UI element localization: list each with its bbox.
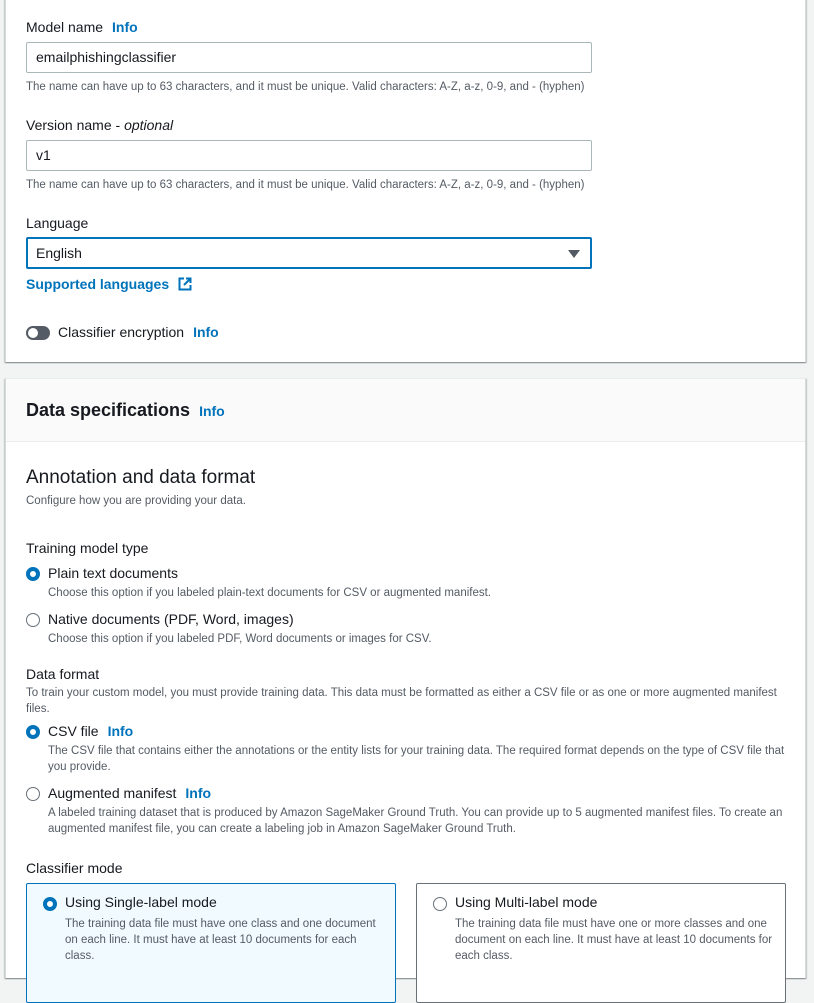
classifier-encryption-field-label	[58, 323, 219, 341]
data-format-label: Data format	[26, 666, 100, 682]
training-model-type-label: Training model type	[26, 540, 149, 556]
model-name-label: Model name	[26, 19, 104, 35]
augmented-manifest-info-link[interactable]: Info	[185, 785, 212, 801]
model-name-hint: The name can have up to 63 characters, and it must be unique. Valid characters: A-Z, a-z, 0-9, and - (hyphen)	[26, 81, 585, 93]
version-name-input[interactable]: v1	[26, 140, 592, 171]
native-documents-description: Choose this option if you labeled PDF, Word documents or images for CSV.	[48, 633, 432, 645]
external-link-icon[interactable]	[178, 277, 192, 296]
classifier-encryption-toggle[interactable]	[26, 326, 50, 340]
augmented-manifest-radio[interactable]	[26, 787, 40, 801]
augmented-manifest-option	[48, 785, 211, 801]
multi-label-mode-tile[interactable]	[416, 883, 786, 1003]
data-specifications-title: Data specifications	[26, 400, 191, 420]
model-name-input[interactable]: emailphishingclassifier	[26, 42, 592, 73]
multi-label-mode-label: Using Multi-label mode	[455, 894, 598, 910]
version-name-label: Version name -	[26, 117, 125, 133]
annotation-format-description: Configure how you are providing your data.	[26, 495, 246, 507]
supported-languages-link-wrap	[26, 276, 192, 296]
augmented-manifest-label[interactable]: Augmented manifest	[48, 785, 177, 801]
version-name-optional: optional	[124, 117, 174, 133]
language-label: Language	[26, 215, 89, 231]
annotation-format-heading: Annotation and data format	[26, 467, 256, 488]
plain-text-documents-description: Choose this option if you labeled plain-text documents for CSV or augmented manifest.	[48, 587, 491, 599]
csv-file-info-link[interactable]: Info	[107, 723, 134, 739]
csv-file-radio[interactable]	[26, 725, 40, 739]
data-specifications-title-row	[26, 400, 225, 421]
single-label-mode-label: Using Single-label mode	[65, 894, 217, 910]
model-settings-panel	[5, 0, 806, 362]
version-name-hint: The name can have up to 63 characters, and it must be unique. Valid characters: A-Z, a-z, 0-9, and - (hyphen)	[26, 179, 585, 191]
toggle-knob	[28, 328, 38, 338]
data-specifications-info-link[interactable]: Info	[199, 403, 225, 419]
native-documents-label[interactable]: Native documents (PDF, Word, images)	[48, 611, 294, 627]
augmented-manifest-description: A labeled training dataset that is produced by Amazon SageMaker Ground Truth. You can provide up to 5 augmented manifest files. To create an augmented manifest file, you can create a labeling job in Amazon SageMaker Ground Truth.	[48, 807, 783, 835]
classifier-encryption-info-link[interactable]: Info	[193, 324, 219, 340]
plain-text-documents-label[interactable]: Plain text documents	[48, 565, 178, 581]
caret-down-icon	[568, 250, 580, 258]
model-name-field-label	[26, 18, 138, 36]
supported-languages-link[interactable]: Supported languages	[26, 276, 170, 292]
page-gutter	[806, 0, 814, 964]
single-label-mode-radio[interactable]	[43, 897, 57, 911]
data-format-description: To train your custom model, you must provide training data. This data must be formatted as either a CSV file or as one or more augmented manifest files.	[26, 687, 777, 715]
csv-file-option	[48, 723, 133, 739]
version-name-field-label	[26, 116, 173, 134]
single-label-mode-description: The training data file must have one class and one document on each line. It must have at least 10 documents for each class.	[65, 918, 376, 962]
multi-label-mode-description: The training data file must have one or more classes and one document on each line. It must have at least 10 documents for each class.	[455, 918, 773, 962]
data-specifications-header	[6, 379, 805, 442]
single-label-mode-tile[interactable]	[26, 883, 396, 1003]
plain-text-documents-radio[interactable]	[26, 567, 40, 581]
classifier-encryption-label: Classifier encryption	[58, 324, 185, 340]
native-documents-radio[interactable]	[26, 613, 40, 627]
csv-file-label[interactable]: CSV file	[48, 723, 99, 739]
csv-file-description: The CSV file that contains either the annotations or the entity lists for your training data. The required format depends on the type of CSV file that you provide.	[48, 745, 785, 773]
model-name-info-link[interactable]: Info	[112, 19, 138, 35]
multi-label-mode-radio[interactable]	[433, 897, 447, 911]
language-select[interactable]	[26, 237, 592, 269]
language-selected-value: English	[36, 245, 82, 261]
data-specifications-panel	[5, 378, 806, 978]
classifier-mode-label: Classifier mode	[26, 860, 123, 876]
